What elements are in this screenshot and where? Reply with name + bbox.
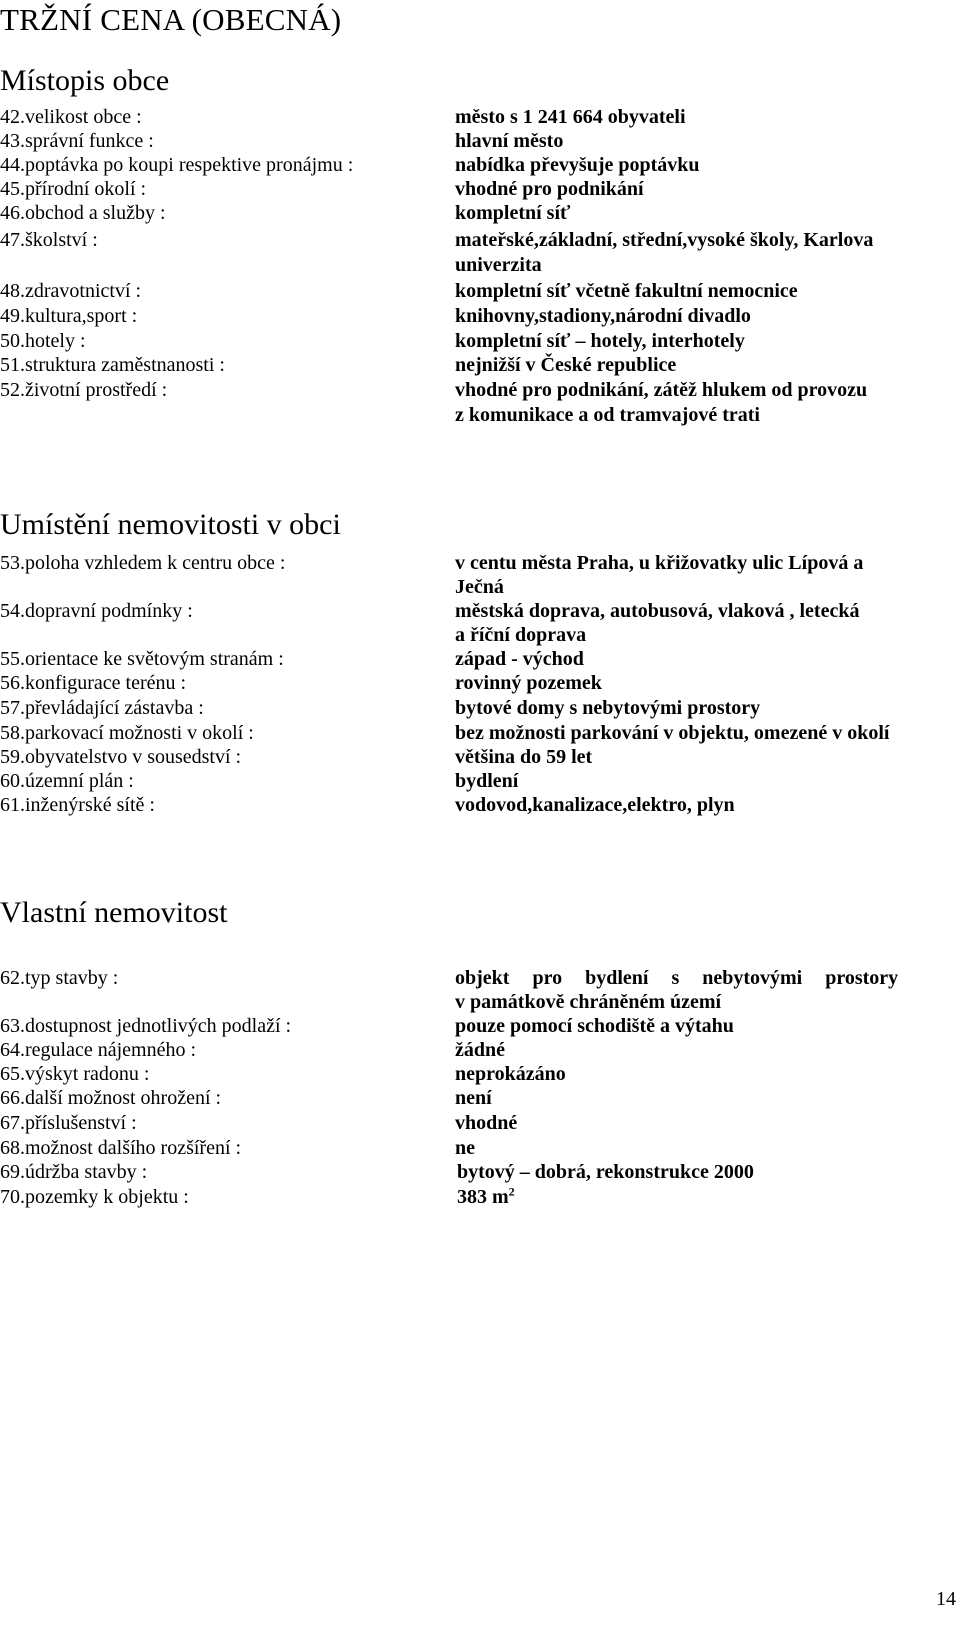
row-value: bydlení [455, 770, 519, 792]
row-value-continuation: z komunikace a od tramvajové trati [455, 404, 760, 426]
row-label: 47.školství : [0, 229, 98, 251]
row-label: 58.parkovací možnosti v okolí : [0, 722, 254, 744]
row-value: v centu města Praha, u křižovatky ulic Lípová a [455, 552, 864, 574]
row-label: 54.dopravní podmínky : [0, 600, 193, 622]
row-label: 55.orientace ke světovým stranám : [0, 648, 284, 670]
row-value: knihovny,stadiony,národní divadlo [455, 305, 751, 327]
section-title-vlastni: Vlastní nemovitost [0, 896, 228, 929]
row-value-continuation: Ječná [455, 576, 504, 598]
row-label: 45.přírodní okolí : [0, 178, 147, 200]
row-label: 50.hotely : [0, 330, 86, 352]
row-label: 65.výskyt radonu : [0, 1063, 150, 1085]
row-label: 57.převládající zástavba : [0, 697, 204, 719]
row-value: kompletní síť včetně fakultní nemocnice [455, 280, 798, 302]
area-unit-exponent: 2 [508, 1184, 515, 1199]
row-value: ne [455, 1137, 475, 1159]
row-label: 59.obyvatelstvo v sousedství : [0, 746, 242, 768]
row-label: 62.typ stavby : [0, 967, 119, 989]
row-value: žádné [455, 1039, 505, 1061]
row-value: vhodné pro podnikání [455, 178, 644, 200]
row-value [457, 1184, 515, 1210]
row-value-continuation: v památkově chráněném území [455, 991, 722, 1013]
row-value: vhodné [455, 1112, 518, 1134]
row-label: 67.příslušenství : [0, 1112, 137, 1134]
row-value: nabídka převyšuje poptávku [455, 154, 700, 176]
section-title-umisteni: Umístění nemovitosti v obci [0, 508, 341, 541]
row-value: rovinný pozemek [455, 672, 602, 694]
row-label: 43.správní funkce : [0, 130, 154, 152]
row-value: kompletní síť [455, 202, 571, 224]
row-label: 61.inženýrské sítě : [0, 794, 155, 816]
row-value: vodovod,kanalizace,elektro, plyn [455, 794, 735, 816]
row-label: 70.pozemky k objektu : [0, 1186, 189, 1208]
row-label: 53.poloha vzhledem k centru obce : [0, 552, 286, 574]
row-value: vhodné pro podnikání, zátěž hlukem od provozu [455, 379, 868, 401]
row-value: západ - východ [455, 648, 584, 670]
row-value: městská doprava, autobusová, vlaková , letecká [455, 600, 860, 622]
row-value-continuation: univerzita [455, 254, 542, 276]
row-label: 63.dostupnost jednotlivých podlaží : [0, 1015, 292, 1037]
row-label: 42.velikost obce : [0, 106, 142, 128]
row-value-continuation: a říční doprava [455, 624, 587, 646]
row-value: město s 1 241 664 obyvateli [455, 106, 686, 128]
row-value: hlavní město [455, 130, 564, 152]
row-value: pouze pomocí schodiště a výtahu [455, 1015, 734, 1037]
row-value: bez možnosti parkování v objektu, omezené v okolí [455, 722, 890, 744]
row-label: 56.konfigurace terénu : [0, 672, 187, 694]
row-label: 46.obchod a služby : [0, 202, 166, 224]
row-label: 48.zdravotnictví : [0, 280, 142, 302]
row-value: kompletní síť – hotely, interhotely [455, 330, 745, 352]
row-value: bytový – dobrá, rekonstrukce 2000 [457, 1161, 754, 1183]
row-value: neprokázáno [455, 1063, 566, 1085]
page-title: TRŽNÍ CENA (OBECNÁ) [0, 2, 342, 37]
row-value: bytové domy s nebytovými prostory [455, 697, 761, 719]
row-label: 68.možnost dalšího rozšíření : [0, 1137, 242, 1159]
row-value: není [455, 1087, 492, 1109]
row-label: 60.územní plán : [0, 770, 134, 792]
section-title-mistopis: Místopis obce [0, 64, 170, 97]
row-label: 51.struktura zaměstnanosti : [0, 354, 225, 376]
row-value: objekt pro bydlení s nebytovými prostory [455, 967, 899, 989]
row-label: 66.další možnost ohrožení : [0, 1087, 222, 1109]
row-value: většina do 59 let [455, 746, 593, 768]
row-value: mateřské,základní, střední,vysoké školy, Karlova [455, 229, 874, 251]
row-label: 44.poptávka po koupi respektive pronájmu : [0, 154, 354, 176]
row-value: nejnižší v České republice [455, 354, 677, 376]
page-number: 14 [936, 1588, 956, 1610]
area-value: 383 m [457, 1186, 509, 1208]
row-label: 49.kultura,sport : [0, 305, 138, 327]
row-label: 64.regulace nájemného : [0, 1039, 197, 1061]
row-label: 52.životní prostředí : [0, 379, 168, 401]
row-label: 69.údržba stavby : [0, 1161, 148, 1183]
